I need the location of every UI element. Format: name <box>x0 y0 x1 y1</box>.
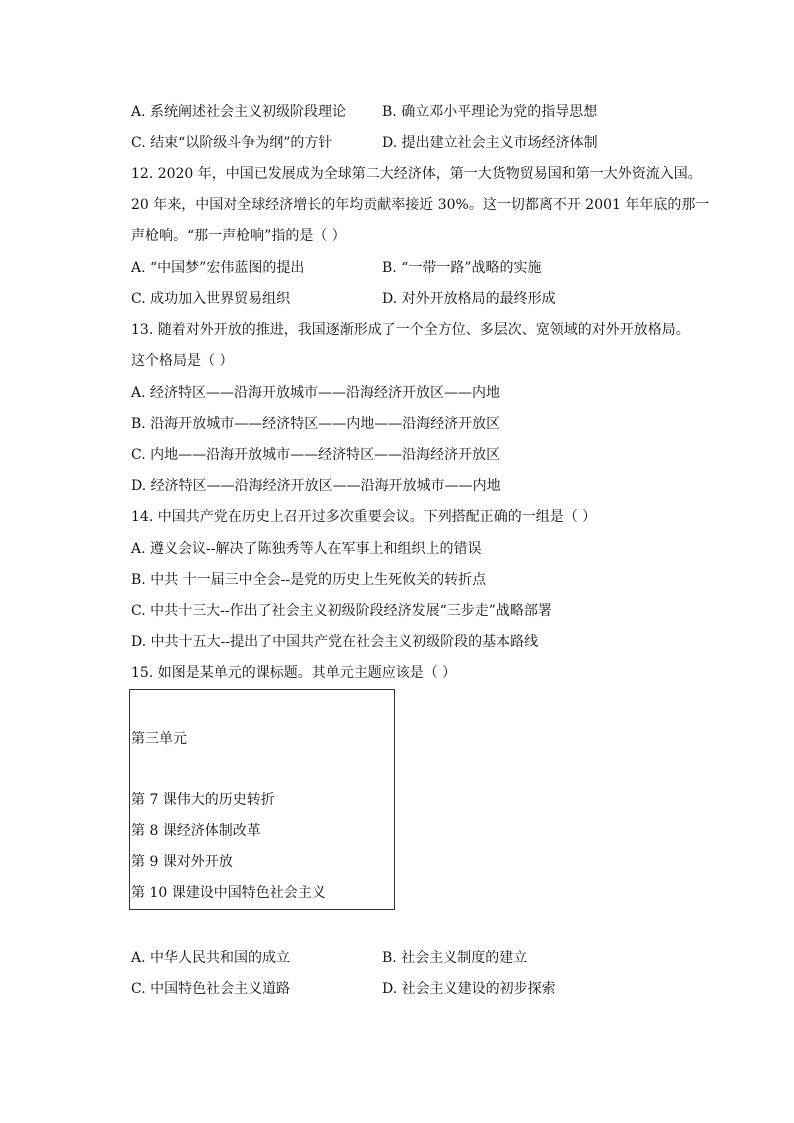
q15-option-c: C. 中国特色社会主义道路 <box>131 981 291 997</box>
lesson-10: 第 10 课建设中国特色社会主义 <box>131 885 326 901</box>
q11-option-b: B. 确立邓小平理论为党的指导思想 <box>382 104 598 120</box>
q11-option-a: A. 系统阐述社会主义初级阶段理论 <box>131 104 347 120</box>
lesson-7: 第 7 课伟大的历史转折 <box>131 792 275 808</box>
q13-option-a: A. 经济特区——沿海开放城市——沿海经济开放区——内地 <box>131 385 501 401</box>
unit-title: 第三单元 <box>131 731 187 747</box>
q14-option-d: D. 中共十五大--提出了中国共产党在社会主义初级阶段的基本路线 <box>131 634 539 650</box>
q11-option-d: D. 提出建立社会主义市场经济体制 <box>382 135 598 151</box>
q12-option-d: D. 对外开放格局的最终形成 <box>382 291 556 307</box>
q15-stem: 15. 如图是某单元的课标题。其单元主题应该是（ ） <box>131 665 457 681</box>
q14-stem: 14. 中国共产党在历史上召开过多次重要会议。下列搭配正确的一组是（ ） <box>131 509 597 525</box>
q14-option-c: C. 中共十三大--作出了社会主义初级阶段经济发展“三步走”战略部署 <box>131 603 552 619</box>
q12-stem-line-1: 12. 2020 年，中国已发展成为全球第二大经济体，第一大货物贸易国和第一大外资流入国。 <box>131 166 702 182</box>
lesson-8: 第 8 课经济体制改革 <box>131 823 261 839</box>
q14-option-a: A. 遵义会议--解决了陈独秀等人在军事上和组织上的错误 <box>131 541 482 557</box>
q15-option-d: D. 社会主义建设的初步探索 <box>382 981 556 997</box>
q15-option-b: B. 社会主义制度的建立 <box>382 950 528 966</box>
q13-option-b: B. 沿海开放城市——经济特区——内地——沿海经济开放区 <box>131 416 501 432</box>
q12-option-b: B. “一带一路”战略的实施 <box>382 260 542 276</box>
q11-option-c: C. 结束“以阶级斗争为纲”的方针 <box>131 135 333 151</box>
lesson-9: 第 9 课对外开放 <box>131 854 233 870</box>
q13-stem-line-1: 13. 随着对外开放的推进，我国逐渐形成了一个全方位、多层次、宽领域的对外开放格局。 <box>131 322 690 338</box>
q13-option-d: D. 经济特区——沿海经济开放区——沿海开放城市——内地 <box>131 478 501 494</box>
q12-stem-line-2: 20 年来，中国对全球经济增长的年均贡献率接近 30%。这一切都离不开 2001 年年底的那一 <box>131 197 710 213</box>
q13-stem-line-2: 这个格局是（ ） <box>131 353 234 369</box>
q13-option-c: C. 内地——沿海开放城市——经济特区——沿海经济开放区 <box>131 447 501 463</box>
unit-title-box <box>129 689 395 910</box>
q12-stem-line-3: 声枪响。“那一声枪响”指的是（ ） <box>131 228 346 244</box>
q12-option-a: A. “中国梦”宏伟蓝图的提出 <box>131 260 305 276</box>
q15-option-a: A. 中华人民共和国的成立 <box>131 950 291 966</box>
q14-option-b: B. 中共 十一届三中全会--是党的历史上生死攸关的转折点 <box>131 572 487 588</box>
q12-option-c: C. 成功加入世界贸易组织 <box>131 291 291 307</box>
